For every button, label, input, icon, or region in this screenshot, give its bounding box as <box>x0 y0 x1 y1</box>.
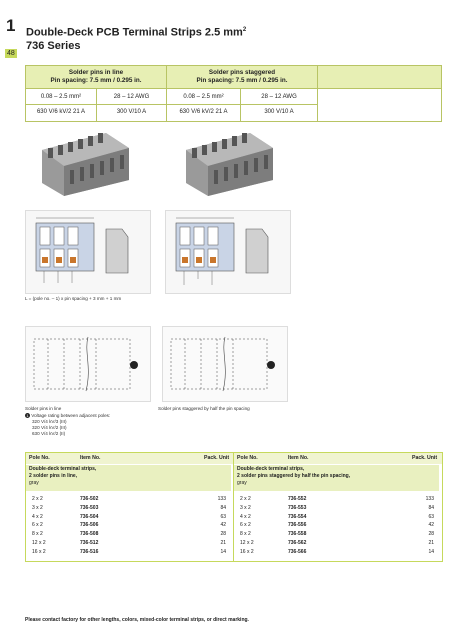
note-marker-icon: 1 <box>26 413 29 419</box>
caption-inline: Solder pins in line <box>25 406 62 411</box>
col-pole-right: Pole No. <box>237 455 258 461</box>
left-row-pole: 4 x 2 <box>32 513 43 520</box>
spec-left-ul-rating: 300 V/10 A <box>116 109 147 115</box>
left-product-description <box>26 465 231 491</box>
left-row-pole: 6 x 2 <box>32 522 43 529</box>
left-row-pole: 2 x 2 <box>32 496 43 502</box>
right-row-pack: 42 <box>428 522 434 529</box>
left-row-pole: 8 x 2 <box>32 531 43 538</box>
page-title <box>26 24 246 53</box>
col-item-left: Item No. <box>80 455 101 461</box>
right-desc-line-3: gray <box>237 480 247 486</box>
left-desc-line-1: Double-deck terminal strips, <box>29 466 97 472</box>
spec-header-left <box>26 66 166 88</box>
right-row-pole: 2 x 2 <box>240 496 251 502</box>
title-line-1: Double-Deck PCB Terminal Strips 2.5 mm <box>26 26 243 39</box>
col-item-right: Item No. <box>288 455 309 461</box>
spec-header-right <box>167 66 317 88</box>
right-row-pack: 21 <box>428 540 434 546</box>
left-row-item: 736-516 <box>80 548 99 555</box>
spec-header-left-line1: Solder pins in line <box>68 69 124 76</box>
spec-table <box>25 65 442 122</box>
left-row-pack: 14 <box>220 548 226 555</box>
page-number: 48 <box>7 50 15 57</box>
right-row-item: 736-553 <box>288 504 307 511</box>
right-row-item: 736-552 <box>288 496 307 502</box>
right-row-item: 736-556 <box>288 522 307 529</box>
right-desc-line-2: 2 solder pins staggered by half the pin spacing, <box>237 473 351 479</box>
right-row-pack: 14 <box>428 548 434 555</box>
left-row-item: 736-508 <box>80 531 99 538</box>
left-row-item: 736-504 <box>80 513 99 520</box>
left-row-item: 736-503 <box>80 504 99 511</box>
circuit-diagram-staggered <box>162 326 288 402</box>
right-desc-line-1: Double-deck terminal strips, <box>237 466 305 472</box>
left-row-pack: 84 <box>220 504 226 511</box>
left-row-pack: 42 <box>220 522 226 529</box>
left-row-pole: 3 x 2 <box>32 504 43 511</box>
left-row-item: 736-506 <box>80 522 99 529</box>
left-row-pack: 28 <box>220 531 226 538</box>
left-desc-line-3: gray <box>29 480 39 486</box>
title-superscript: 2 <box>242 27 247 33</box>
voltage-note-line-4: 630 V/4 kV/2 (II) <box>32 431 66 436</box>
voltage-note-title: Voltage rating between adjacent poles: <box>31 413 111 418</box>
right-row-pack: 63 <box>428 513 434 520</box>
left-row-item: 736-502 <box>80 496 99 502</box>
spec-right-ul-rating: 300 V/10 A <box>264 109 294 115</box>
chapter-tab <box>0 0 24 641</box>
footer-note: Please contact factory for other lengths, colors, mixed-color terminal strips, or direct marking. <box>25 617 249 623</box>
spec-left-rating: 630 V/6 kV/2 21 A <box>36 109 86 115</box>
right-row-pack: 133 <box>425 496 434 502</box>
left-row-pole: 16 x 2 <box>32 548 46 555</box>
right-product-description <box>234 465 439 491</box>
left-row-pole: 12 x 2 <box>32 540 46 546</box>
spec-header-left-line2: Pin spacing: 7.5 mm / 0.295 in. <box>50 77 142 84</box>
voltage-note-line-2: 320 V/4 kV/3 (III) <box>32 419 67 424</box>
chapter-number: 1 <box>6 16 16 35</box>
spec-header-right-line1: Solder pins staggered <box>208 69 276 76</box>
left-row-pack: 63 <box>220 513 226 520</box>
right-row-pack: 28 <box>428 531 434 538</box>
right-row-pole: 3 x 2 <box>240 504 251 511</box>
spec-right-cross-section: 0.08 – 2.5 mm² <box>183 94 224 100</box>
right-row-pole: 4 x 2 <box>240 513 251 520</box>
spec-header-right-line2: Pin spacing: 7.5 mm / 0.295 in. <box>196 77 288 84</box>
length-formula: L = (pole no. – 1) x pin spacing + 3 mm + 1 mm <box>25 296 122 301</box>
spec-right-awg: 28 – 12 AWG <box>261 94 297 100</box>
voltage-note <box>25 413 110 437</box>
circuit-diagram-inline <box>25 326 151 402</box>
col-pole-left: Pole No. <box>29 455 50 461</box>
right-row-pole: 6 x 2 <box>240 522 251 529</box>
right-row-pole: 8 x 2 <box>240 531 251 538</box>
caption-staggered: Solder pins staggered by half the pin spacing <box>158 406 250 411</box>
product-photo-inline <box>34 128 134 198</box>
col-pack-right: Pack. Unit <box>412 455 438 461</box>
left-row-pack: 21 <box>220 540 226 546</box>
spec-left-cross-section: 0.08 – 2.5 mm² <box>40 94 82 100</box>
spec-header-blank <box>318 66 441 88</box>
spec-left-awg: 28 – 12 AWG <box>113 94 150 100</box>
left-desc-line-2: 2 solder pins in line, <box>29 473 78 479</box>
ordering-table <box>25 452 443 562</box>
left-row-pack: 133 <box>217 496 226 502</box>
right-row-pole: 12 x 2 <box>240 540 254 546</box>
left-row-item: 736-512 <box>80 540 99 546</box>
dimension-drawing-staggered <box>165 210 291 294</box>
right-row-item: 736-554 <box>288 513 307 520</box>
right-row-pole: 16 x 2 <box>240 548 254 555</box>
right-row-pack: 84 <box>428 504 434 511</box>
dimension-drawing-inline <box>25 210 151 294</box>
title-line-2: 736 Series <box>26 39 81 52</box>
spec-right-rating: 630 V/6 kV/2 21 A <box>179 109 228 115</box>
voltage-note-line-3: 320 V/4 kV/2 (III) <box>32 425 67 430</box>
right-row-item: 736-558 <box>288 531 307 538</box>
right-row-item: 736-566 <box>288 548 307 555</box>
col-pack-left: Pack. Unit <box>204 455 230 461</box>
right-row-item: 736-562 <box>288 540 307 546</box>
product-photo-staggered <box>178 128 278 198</box>
